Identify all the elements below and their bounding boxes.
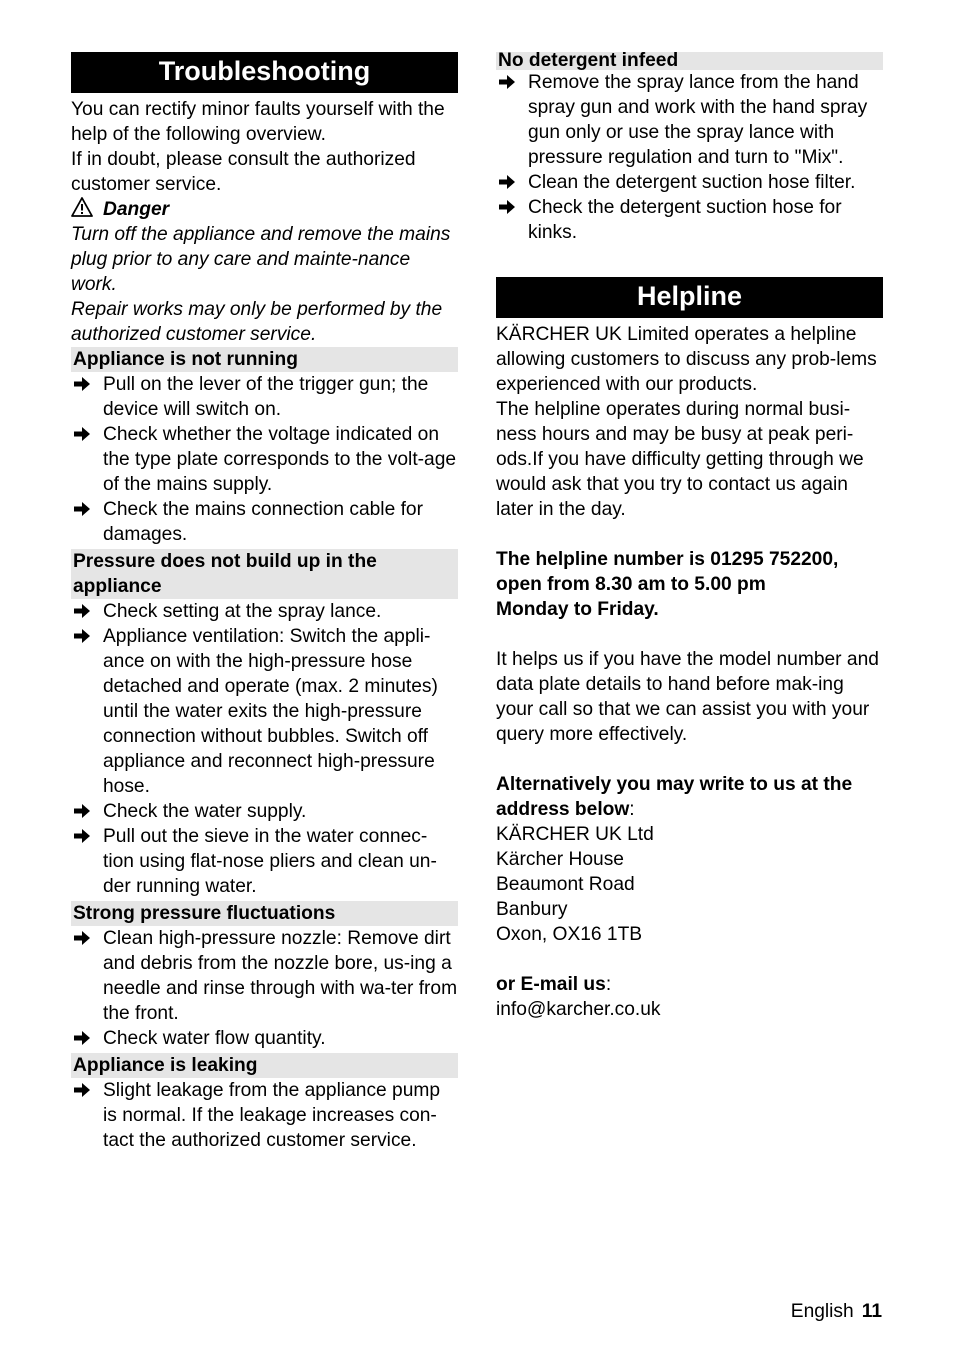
write-to-us-line bbox=[496, 772, 883, 822]
detergent-list bbox=[496, 70, 883, 245]
troubleshooting-item-text: Check setting at the spray lance. bbox=[103, 601, 382, 622]
section-heading: Appliance is not running bbox=[71, 347, 458, 372]
detergent-item-text: Remove the spray lance from the hand spray gun and work with the hand spray gun only or use the spray lance with pressure regulation and turn to "Mix". bbox=[528, 72, 868, 168]
troubleshooting-item-text: Check the mains connection cable for damages. bbox=[103, 499, 423, 545]
arrow-right-icon bbox=[73, 803, 93, 819]
arrow-right-icon bbox=[73, 628, 93, 644]
helpline-hours-line: open from 8.30 am to 5.00 pm bbox=[496, 574, 766, 595]
address-line: Beaumont Road bbox=[496, 874, 635, 895]
list-item bbox=[71, 1026, 458, 1051]
footer-language: English bbox=[790, 1301, 854, 1322]
troubleshooting-item-text: Appliance ventilation: Switch the appli-ance on with the high-pressure hose detached and operate (max. 2 minutes) until the water exits the high-pressure connection without bubbles. Switch off appliance and reconnect high-pressure hose. bbox=[103, 626, 438, 797]
helpline-paragraph-3: It helps us if you have the model number and data plate details to hand before mak-ing your call so that we can assist you with your query more effectively. bbox=[496, 649, 879, 745]
email-label: or E-mail us bbox=[496, 974, 606, 995]
address-line: Banbury bbox=[496, 899, 568, 920]
arrow-right-icon bbox=[73, 930, 93, 946]
helpline-paragraph-1: KÄRCHER UK Limited operates a helpline allowing customers to discuss any prob-lems experienced with our products. bbox=[496, 324, 877, 395]
arrow-right-icon bbox=[73, 1082, 93, 1098]
section-heading-no-detergent: No detergent infeed bbox=[496, 52, 883, 70]
list-item bbox=[71, 1078, 458, 1153]
arrow-right-icon bbox=[73, 376, 93, 392]
page-number: 11 bbox=[861, 1301, 882, 1322]
arrow-right-icon bbox=[73, 501, 93, 517]
list-item bbox=[71, 497, 458, 547]
helpline-number-line: The helpline number is 01295 752200, bbox=[496, 549, 839, 570]
arrow-right-icon bbox=[73, 603, 93, 619]
address-line: Kärcher House bbox=[496, 849, 624, 870]
troubleshooting-item-text: Pull on the lever of the trigger gun; the device will switch on. bbox=[103, 374, 429, 420]
email-address: info@karcher.co.uk bbox=[496, 999, 661, 1020]
list-item bbox=[71, 372, 458, 422]
page-footer bbox=[791, 1299, 882, 1324]
danger-heading bbox=[71, 197, 458, 222]
list-item bbox=[71, 799, 458, 824]
write-to-us-label: Alternatively you may write to us at the address below bbox=[496, 774, 853, 820]
troubleshooting-item-text: Check whether the voltage indicated on the type plate corresponds to the volt-age of the mains supply. bbox=[103, 424, 457, 495]
email-line bbox=[496, 972, 883, 997]
detergent-item-text: Check the detergent suction hose for kinks. bbox=[528, 197, 842, 243]
troubleshooting-item-text: Pull out the sieve in the water connec-tion using flat-nose pliers and clean un-der running water. bbox=[103, 826, 437, 897]
section-heading: Pressure does not build up in the appliance bbox=[71, 549, 458, 599]
arrow-right-icon bbox=[498, 199, 518, 215]
troubleshooting-title: Troubleshooting bbox=[71, 52, 458, 93]
danger-text-1: Turn off the appliance and remove the mains plug prior to any care and mainte-nance work. bbox=[71, 224, 451, 295]
danger-label: Danger bbox=[103, 199, 170, 220]
helpline-title: Helpline bbox=[496, 277, 883, 318]
list-item bbox=[71, 624, 458, 799]
troubleshooting-item-text: Slight leakage from the appliance pump is normal. If the leakage increases con-tact the authorized customer service. bbox=[103, 1080, 441, 1151]
arrow-right-icon bbox=[498, 174, 518, 190]
intro-text-1: You can rectify minor faults yourself with the help of the following overview. bbox=[71, 99, 445, 145]
list-item bbox=[496, 195, 883, 245]
list-item bbox=[71, 824, 458, 899]
troubleshooting-item-text: Check water flow quantity. bbox=[103, 1028, 326, 1049]
email-colon: : bbox=[605, 974, 612, 995]
warning-triangle-icon bbox=[71, 197, 95, 217]
arrow-right-icon bbox=[498, 74, 518, 90]
list-item bbox=[496, 70, 883, 170]
address-block bbox=[496, 822, 883, 947]
right-column bbox=[496, 52, 883, 1022]
arrow-right-icon bbox=[73, 1030, 93, 1046]
arrow-right-icon bbox=[73, 828, 93, 844]
list-item bbox=[71, 926, 458, 1026]
helpline-days-line: Monday to Friday. bbox=[496, 599, 659, 620]
section-heading: Appliance is leaking bbox=[71, 1053, 458, 1078]
troubleshooting-item-text: Check the water supply. bbox=[103, 801, 307, 822]
list-item bbox=[71, 422, 458, 497]
address-line: KÄRCHER UK Ltd bbox=[496, 824, 654, 845]
address-line: Oxon, OX16 1TB bbox=[496, 924, 643, 945]
intro-text-2: If in doubt, please consult the authorized customer service. bbox=[71, 149, 416, 195]
list-item bbox=[496, 170, 883, 195]
troubleshooting-sections bbox=[71, 347, 458, 1153]
troubleshooting-item-text: Clean high-pressure nozzle: Remove dirt and debris from the nozzle bore, us-ing a needle and rinse through with wa-ter from the front. bbox=[103, 928, 458, 1024]
write-colon: : bbox=[629, 799, 635, 820]
detergent-item-text: Clean the detergent suction hose filter. bbox=[528, 172, 856, 193]
left-column bbox=[71, 52, 458, 1153]
list-item bbox=[71, 599, 458, 624]
danger-text-2: Repair works may only be performed by the authorized customer service. bbox=[71, 299, 443, 345]
helpline-paragraph-2: The helpline operates during normal busi-ness hours and may be busy at peak peri-ods.If you have difficulty getting through we would ask that you try to contact us again later in the day. bbox=[496, 399, 864, 520]
section-heading: Strong pressure fluctuations bbox=[71, 901, 458, 926]
arrow-right-icon bbox=[73, 426, 93, 442]
